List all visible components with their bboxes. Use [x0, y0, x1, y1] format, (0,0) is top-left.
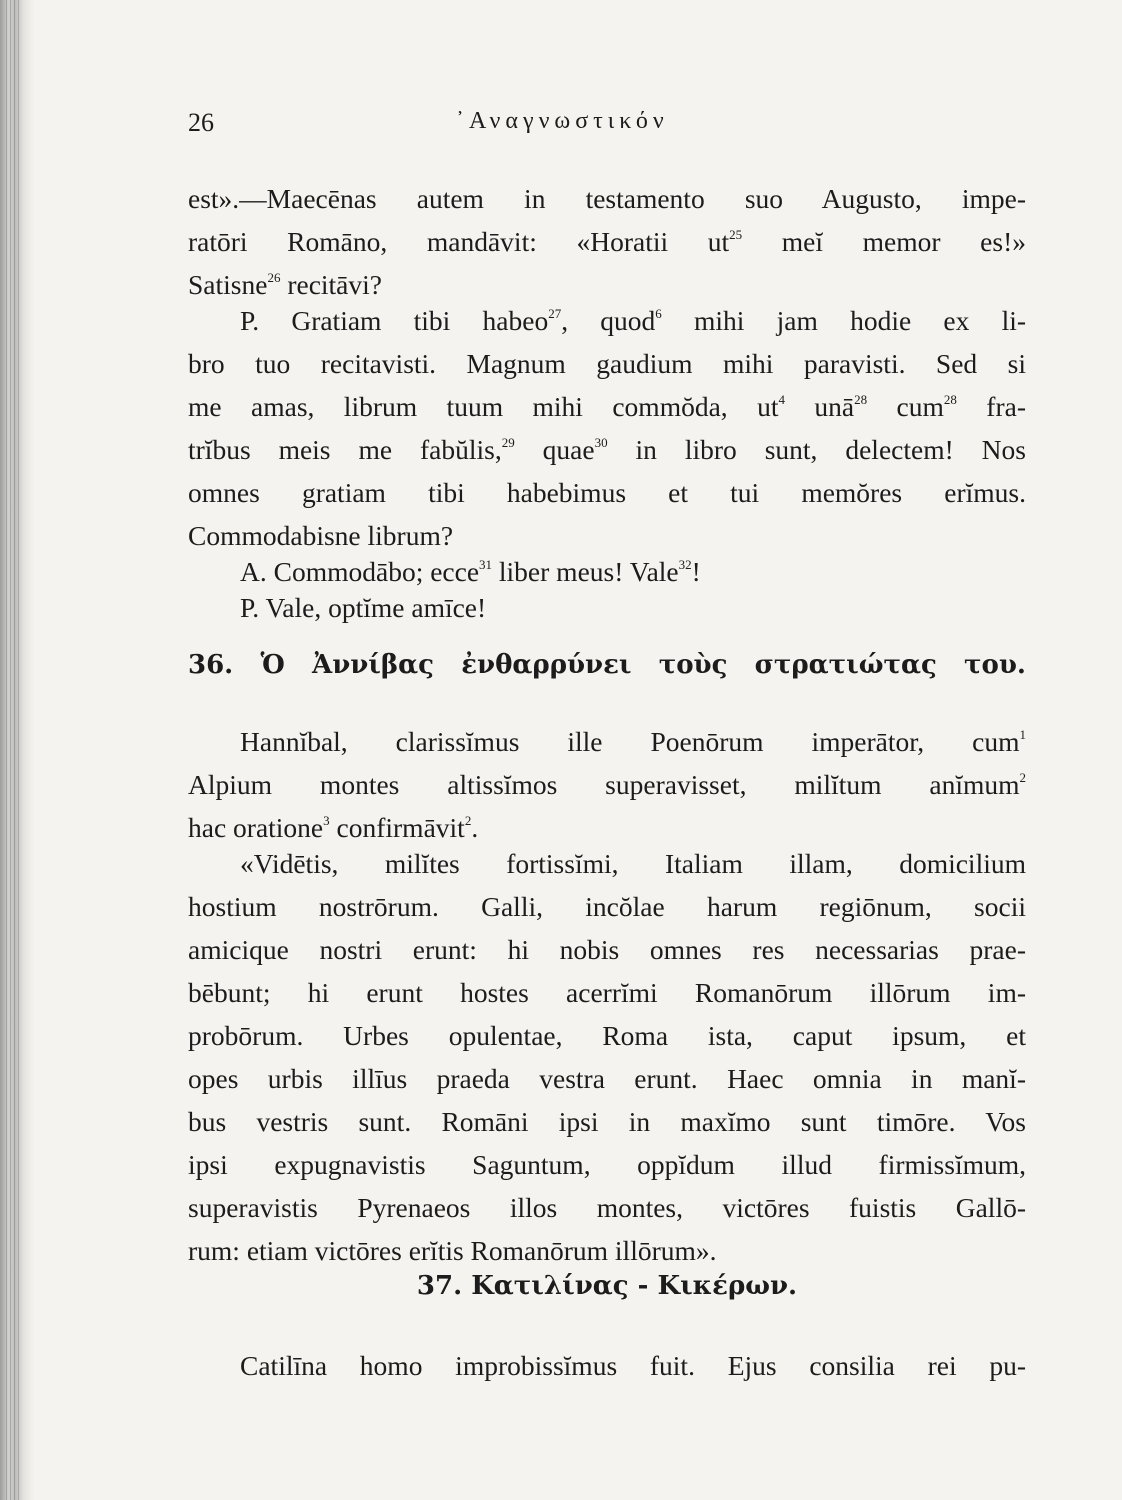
- footnote-marker: 4: [778, 392, 785, 407]
- text-line: [188, 183, 1026, 215]
- text-segment: Satisne: [188, 269, 268, 300]
- text-line: [188, 934, 1026, 966]
- text-segment: amicique nostri erunt: hi nobis omnes res necessarias prae-: [188, 934, 1026, 965]
- text-segment: liber meus! Vale: [492, 556, 679, 587]
- text-line: [188, 1106, 1026, 1138]
- text-line: [188, 434, 1026, 466]
- footnote-marker: 1: [1019, 727, 1026, 742]
- text-line: [188, 769, 1026, 801]
- text-segment: «Vidētis, milĭtes fortissĭmi, Italiam illam, domicilium: [240, 848, 1026, 879]
- text-segment: meĭ memor es!»: [742, 226, 1026, 257]
- text-segment: P. Vale, optĭme amīce!: [240, 592, 487, 623]
- text-line: [188, 477, 1026, 509]
- text-line: [188, 891, 1026, 923]
- text-line: [188, 1020, 1026, 1052]
- text-line: [188, 848, 1026, 880]
- text-segment: quae: [514, 434, 595, 465]
- text-segment: hostium nostrōrum. Galli, incŏlae harum regiōnum, socii: [188, 891, 1026, 922]
- page-number: 26: [188, 108, 214, 137]
- text-segment: probōrum. Urbes opulentae, Roma ista, caput ipsum, et: [188, 1020, 1026, 1051]
- text-segment: confirmāvit: [329, 812, 465, 843]
- footnote-marker: 6: [655, 306, 662, 321]
- text-segment: .: [471, 812, 479, 843]
- footnote-marker: 28: [854, 392, 868, 407]
- text-segment: Hannĭbal, clarissĭmus ille Poenōrum imperātor, cum: [240, 726, 1020, 757]
- book-page: [188, 108, 1027, 1381]
- section-number: 36.: [188, 650, 234, 680]
- text-line: [188, 556, 1026, 588]
- text-segment: bro tuo recitavisti. Magnum gaudium mihi paravisti. Sed si: [188, 348, 1026, 379]
- section-heading-36: [188, 650, 1026, 680]
- section-title: Ὁ Ἀννίβας ἐνθαρρύνει τοὺς στρατιώτας του.: [260, 650, 1026, 680]
- text-segment: Alpium montes altissĭmos superavisset, milĭtum anĭmum: [188, 769, 1020, 800]
- footnote-marker: 2: [1019, 770, 1026, 785]
- text-line: [188, 1350, 1026, 1382]
- text-segment: ipsi expugnavistis Saguntum, oppĭdum illud firmissĭmum,: [188, 1149, 1026, 1180]
- text-line: [188, 348, 1026, 380]
- footnote-marker: 30: [594, 435, 608, 450]
- text-segment: est».—Maecēnas autem in testamento suo Augusto, impe-: [188, 183, 1026, 214]
- section-number: 37.: [416, 1271, 463, 1301]
- text-segment: in libro sunt, delectem! Nos: [607, 434, 1026, 465]
- footnote-marker: 25: [729, 227, 743, 242]
- text-segment: bēbunt; hi erunt hostes acerrĭmi Romanōrum illōrum im-: [188, 977, 1026, 1008]
- text-segment: mihi jam hodie ex li-: [661, 305, 1027, 336]
- text-segment: recitāvi?: [280, 269, 382, 300]
- text-segment: unā: [784, 391, 855, 422]
- text-line: [188, 1235, 1026, 1267]
- footnote-marker: 26: [267, 270, 281, 285]
- text-segment: trĭbus meis me fabŭlis,: [188, 434, 502, 465]
- footnote-marker: 28: [943, 392, 957, 407]
- footnote-marker: 3: [323, 813, 330, 828]
- text-line: [188, 1192, 1026, 1224]
- text-segment: bus vestris sunt. Romāni ipsi in maxĭmo sunt timōre. Vos: [188, 1106, 1026, 1137]
- text-segment: me amas, librum tuum mihi commŏda, ut: [188, 391, 779, 422]
- text-line: [188, 305, 1026, 337]
- footnote-marker: 31: [479, 557, 493, 572]
- text-segment: A. Commodābo; ecce: [240, 556, 480, 587]
- section-title: Κατιλίνας - Κικέρων.: [471, 1271, 798, 1301]
- text-segment: rum: etiam victōres erĭtis Romanōrum illōrum».: [188, 1235, 717, 1266]
- text-segment: , quod: [561, 305, 656, 336]
- text-segment: superavistis Pyrenaeos illos montes, victōres fuistis Gallō-: [188, 1192, 1026, 1223]
- text-line: [188, 391, 1026, 423]
- text-segment: Commodabisne librum?: [188, 520, 454, 551]
- running-head: ᾿Αναγνωστικόν: [456, 108, 669, 134]
- text-segment: opes urbis illīus praeda vestra erunt. Haec omnia in manĭ-: [188, 1063, 1026, 1094]
- text-segment: ratōri Romāno, mandāvit: «Horatii ut: [188, 226, 730, 257]
- text-segment: omnes gratiam tibi habebimus et tui memŏres erĭmus.: [188, 477, 1026, 508]
- footnote-marker: 2: [464, 813, 472, 828]
- text-segment: P. Gratiam tibi habeo: [240, 305, 549, 336]
- text-line: [188, 226, 1026, 258]
- binding-page-edges: [6, 0, 20, 1500]
- text-line: [188, 269, 1026, 301]
- text-segment: hac oratione: [188, 812, 324, 843]
- page-header: [188, 108, 1026, 148]
- text-segment: cum: [867, 391, 944, 422]
- text-line: [188, 592, 1026, 624]
- text-line: [188, 726, 1026, 758]
- text-line: [188, 1063, 1026, 1095]
- text-line: [188, 520, 1026, 552]
- text-segment: fra-: [956, 391, 1026, 422]
- text-line: [188, 977, 1026, 1009]
- text-segment: Catilīna homo improbissĭmus fuit. Ejus consilia rei pu-: [240, 1350, 1026, 1381]
- text-line: [188, 1149, 1026, 1181]
- footnote-marker: 32: [678, 557, 692, 572]
- footnote-marker: 29: [501, 435, 515, 450]
- text-segment: !: [691, 556, 701, 587]
- text-line: [188, 812, 1026, 844]
- footnote-marker: 27: [548, 306, 562, 321]
- section-heading-37: [188, 1271, 1026, 1301]
